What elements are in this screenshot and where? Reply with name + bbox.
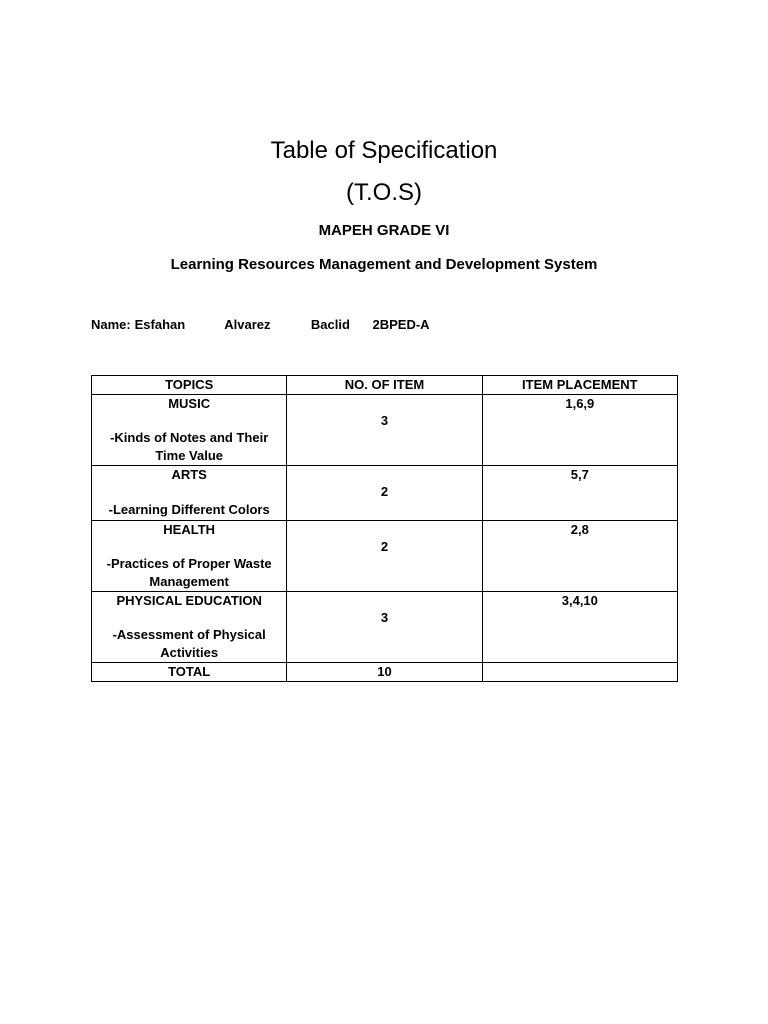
table-header-row	[92, 376, 678, 395]
header-item-placement: ITEM PLACEMENT	[482, 376, 677, 395]
item-count-cell: 2	[287, 466, 482, 521]
name-last: Baclid	[310, 317, 350, 332]
name-first: Esfahan	[134, 317, 186, 332]
table-row	[92, 521, 678, 592]
topic-title: ARTS	[171, 467, 207, 482]
topic-description: -Practices of Proper Waste Management	[106, 556, 272, 589]
total-row	[92, 663, 678, 682]
total-label: TOTAL	[92, 663, 287, 682]
topic-cell	[92, 521, 287, 592]
total-placement	[482, 663, 677, 682]
topic-description: -Assessment of Physical Activities	[112, 627, 266, 660]
item-placement-cell: 5,7	[482, 466, 677, 521]
topic-title: MUSIC	[168, 396, 211, 411]
topic-cell	[92, 395, 287, 466]
document-subtitle: (T.O.S)	[346, 179, 422, 206]
item-count-cell: 2	[287, 521, 482, 592]
header-topics: TOPICS	[92, 376, 287, 395]
item-placement-cell: 3,4,10	[482, 592, 677, 663]
name-section: 2BPED-A	[372, 317, 430, 332]
item-count-cell: 3	[287, 395, 482, 466]
topic-cell	[92, 466, 287, 521]
topic-title: PHYSICAL EDUCATION	[116, 593, 262, 608]
document-title: Table of Specification	[270, 137, 498, 164]
topic-cell	[92, 592, 287, 663]
header-no-of-item: NO. OF ITEM	[287, 376, 482, 395]
topic-description: -Learning Different Colors	[108, 502, 270, 517]
topic-title: HEALTH	[163, 522, 216, 537]
table-row	[92, 466, 678, 521]
system-heading: Learning Resources Management and Development System	[170, 256, 598, 273]
table-row	[92, 395, 678, 466]
specification-table	[91, 375, 678, 682]
name-label: Name:	[91, 317, 131, 332]
item-placement-cell: 1,6,9	[482, 395, 677, 466]
grade-heading: MAPEH GRADE VI	[318, 222, 450, 239]
name-line	[91, 316, 430, 334]
total-items: 10	[287, 663, 482, 682]
item-count-cell: 3	[287, 592, 482, 663]
name-middle: Alvarez	[224, 317, 271, 332]
topic-description: -Kinds of Notes and Their Time Value	[110, 430, 269, 463]
item-placement-cell: 2,8	[482, 521, 677, 592]
table-row	[92, 592, 678, 663]
